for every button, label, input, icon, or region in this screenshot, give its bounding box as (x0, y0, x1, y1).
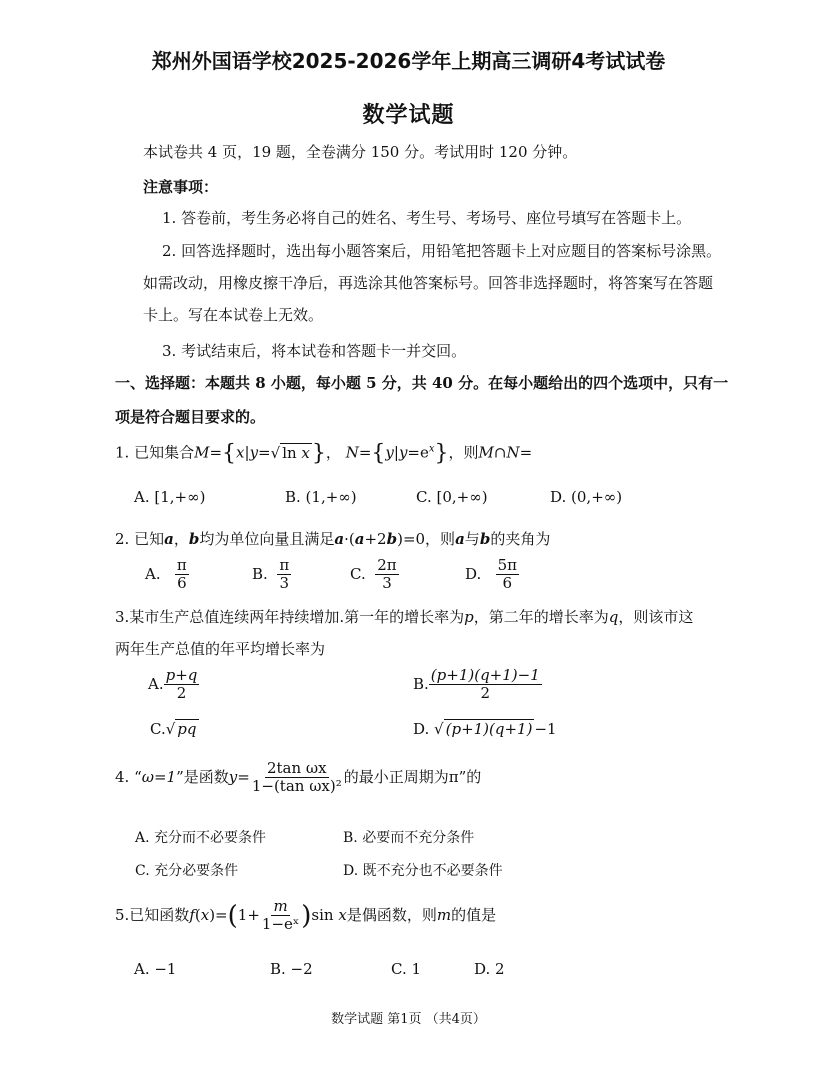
q2-option-a: A. $\frac{\pi}{6}$ (145, 556, 187, 593)
question-3: 3.某市生产总值连续两年持续增加.第一年的增长率为p，第二年的增长率为q，则该市这 (115, 608, 694, 626)
q3-option-d: D. √ (p+1)(q+1) −1 (413, 720, 557, 738)
q2-option-b: B. $\frac{\pi}{3}$ (252, 556, 290, 593)
question-2: 2. 已知a，b均为单位向量且满足a·(a+2b)=0，则a与b的夹角为 (115, 530, 551, 548)
q4-option-b: B. 必要而不充分条件 (343, 830, 475, 846)
notice-item-2-end: 卡上。写在本试卷上无效。 (143, 306, 324, 324)
q2-option-d: D. $\frac{5\pi}{6}$ (465, 556, 517, 593)
q1-option-a: A. [1,+∞) (134, 488, 206, 506)
notice-heading: 注意事项： (143, 178, 219, 196)
q5-option-a: A. −1 (134, 960, 177, 978)
intro-text: 本试卷共 4 页，19 题，全卷满分 150 分。考试用时 120 分钟。 (143, 143, 578, 161)
q1-option-c: C. [0,+∞) (416, 488, 488, 506)
section-heading: 一、选择题：本题共 8 小题，每小题 5 分，共 40 分。在每小题给出的四个选项中，只有一 (115, 374, 729, 392)
notice-item-1: 1. 答卷前，考生务必将自己的姓名、考生号、考场号、座位号填写在答题卡上。 (162, 209, 692, 227)
notice-item-2: 2. 回答选择题时，选出每小题答案后，用铅笔把答题卡上对应题目的答案标号涂黑。 (162, 242, 722, 260)
notice-item-3: 3. 考试结束后，将本试卷和答题卡一并交回。 (162, 342, 467, 360)
notice-item-2-cont: 如需改动，用橡皮擦干净后，再选涂其他答案标号。回答非选择题时，将答案写在答题 (143, 274, 714, 292)
question-4: 4. “ω=1”是函数y= $\frac{\text{2tan ωx}}{\text{1−(tan ωx)²}}$ 的最小正周期为π”的 (115, 759, 482, 796)
q5-option-c: C. 1 (391, 960, 422, 978)
question-1: 1. 已知集合M={x|y=√ ln x}， $N=\{y|y=e^x\}$，则M∩N= (115, 441, 533, 466)
q3-option-b: B. $\frac{(p+1)(q+1)-1}{2}$ (413, 666, 540, 703)
question-3-cont: 两年生产总值的年平均增长率为 (115, 640, 326, 658)
q5-option-b: B. −2 (270, 960, 313, 978)
q4-option-c: C. 充分必要条件 (135, 863, 239, 879)
q1-option-b: B. (1,+∞) (285, 488, 357, 506)
section-heading-cont: 项是符合题目要求的。 (115, 408, 266, 426)
q3-option-c: C.√ pq (150, 720, 197, 738)
question-5: 5.已知函数f(x)=(1+ $\frac{m}{\text{1−eˣ}}$ )sin x是偶函数，则m的值是 (115, 897, 497, 934)
q1-option-d: D. (0,+∞) (550, 488, 623, 506)
q4-option-d: D. 既不充分也不必要条件 (343, 863, 503, 879)
page-footer: 数学试题 第1页 （共4页） (331, 1012, 486, 1027)
q3-option-a: A. $\frac{p+q}{2}$ (148, 666, 198, 703)
subject-title: 数学试题 (362, 103, 455, 128)
q4-option-a: A. 充分而不必要条件 (135, 830, 267, 846)
page-title: 郑州外国语学校2025-2026学年上期高三调研4考试试卷 (151, 49, 666, 73)
q2-option-c: C. $\frac{2\pi}{3}$ (350, 556, 397, 593)
q5-option-d: D. 2 (474, 960, 505, 978)
